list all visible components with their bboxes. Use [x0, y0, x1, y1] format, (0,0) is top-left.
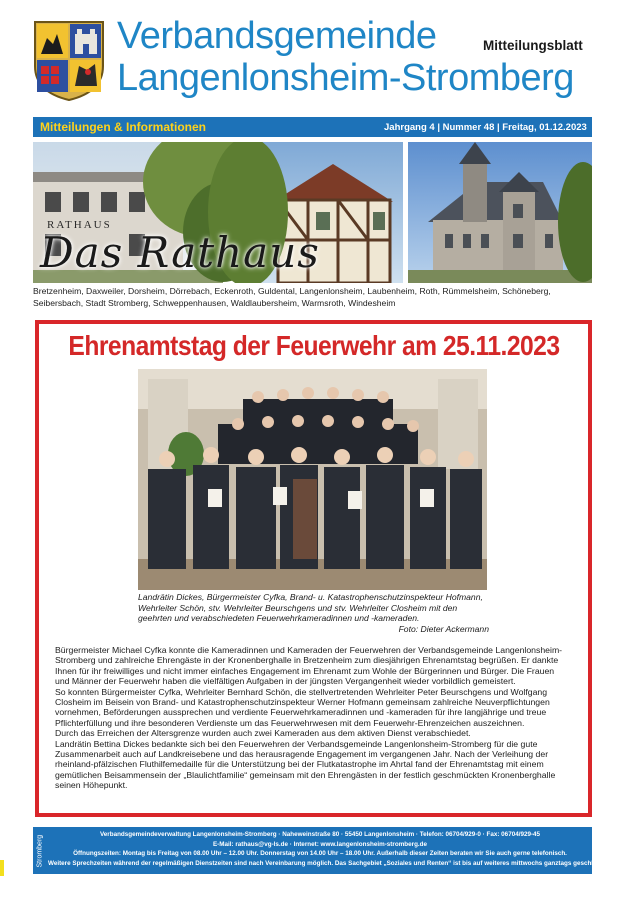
article-paragraph: Landrätin Bettina Dickes bedankte sich bei den Feuerwehren der Verbandsgemeinde Langenlonsheim-Stromberg für die gute Zusammenarbeit auch auf Landkreisebene und das herausragende Engagement im vergangenen Jahr. Nach der Verleihung der rheinland-pfälzischen Fluthilfemedaille für die Unterstützung bei der Flutkatastrophe im Ahrtal fand der Ehrenamtstag mit einem gemütlichen Beisammensein der „Blaulichtfamilie“ gemeinsam mit den Ehrengästen in der festlich geschmückten Kronenberghalle seinen Höhepunkt.: [55, 738, 556, 791]
coat-of-arms-icon: [33, 20, 105, 102]
section-title: Mitteilungen & Informationen: [40, 120, 206, 134]
title-line-1: Verbandsgemeinde: [117, 15, 437, 57]
footer-line: Öffnungszeiten: Montag bis Freitag von 08.00 Uhr – 12.00 Uhr. Donnerstag von 14.00 Uhr – 18.00 Uhr. Außerhalb dieser Zeiten beraten wir Sie auch gerne telefonisch.: [73, 850, 567, 858]
publication-label: Mitteilungsblatt: [483, 38, 583, 53]
footer-side-tab: [33, 827, 47, 874]
caption-text: Landrätin Dickes, Bürgermeister Cyfka, Brand- u. Katastrophenschutzinspekteur Hofmann, Wehrleiter Schön, stv. Wehrleiter Beurschgens und stv. Wehrleiter Closheim mit den geehrten und verabschiedeten Feuerwehrkameradinnen und -kameraden.: [138, 592, 483, 623]
footer-line: Verbandsgemeindeverwaltung Langenlonsheim-Stromberg · Naheweinstraße 80 · 55450 Langenlonsheim · Telefon: 06704/929-0 · Fax: 06704/929-45: [99, 831, 541, 838]
title-line-2: Langenlonsheim-Stromberg: [117, 57, 574, 99]
rathaus-script-title: Das Rathaus: [40, 228, 320, 277]
photo-caption: [138, 592, 489, 634]
edge-marker: [0, 860, 4, 876]
group-photo: [138, 369, 487, 590]
photo-credit: Foto: Dieter Ackermann: [398, 623, 489, 634]
footer-side-label: Stromberg: [36, 834, 44, 868]
article-paragraph: Durch das Erreichen der Altersgrenze wurden auch zwei Kameraden aus dem aktiven Dienst verabschiedet.: [55, 728, 471, 739]
rathaus-sign: RATHAUS: [47, 219, 112, 231]
footer-contact: [48, 830, 613, 868]
article-paragraph: So konnten Bürgermeister Cyfka, Wehrleiter Bernhard Schön, die stellvertretenden Wehrleiter Peter Beurschgens und Wolfgang Closheim im Beisein von Brand- und Katastrophenschutzinspekteur Werner Hofmann gemeinsam zahlreiche Neuverpflichtungen vornehmen, Beförderungen aussprechen und verdiente Feuerwehrkameradinnen und -kameraden für ihre langjährige und treue Pflichterfüllung und ihre besonderen Verdienste um das Feuerwehrwesen mit dem Feuerwehr-Ehrenzeichen auszeichnen.: [55, 686, 550, 728]
article-headline: Ehrenamtstag der Feuerwehr am 25.11.2023: [68, 330, 560, 361]
issue-info: Jahrgang 4 | Nummer 48 | Freitag, 01.12.2023: [384, 122, 587, 133]
member-towns: Bretzenheim, Daxweiler, Dorsheim, Dörrebach, Eckenroth, Guldental, Langenlonsheim, Laubenheim, Roth, Rümmelsheim, Schöneberg, Seibersbach, Stadt Stromberg, Schweppenhausen, Waldlaubersheim, Warmsroth, Windesheim: [33, 286, 551, 308]
footer-line: E-Mail: rathaus@vg-ls.de · Internet: www.langenlonsheim-stromberg.de: [212, 840, 428, 848]
article-body: [55, 645, 570, 791]
article-paragraph: Bürgermeister Michael Cyfka konnte die Kameradinnen und Kameraden der Feuerwehren der Verbandsgemeinde Langenlonsheim-Stromberg und zahlreiche Ehrengäste in der Kronenberghalle in Bretzenheim zum diesjährigen Ehrenamtstag begrüßen. Er dankte Ihnen für ihr freiwilliges und nicht immer einfaches Engagement im Ehrenamt zum Wohle der Bürgerinnen und Bürger. Die Frauen und Männer der Feuerwehr haben die vielfältigen Aufgaben in der jüngsten Vergangenheit wieder vorbildlich gemeistert.: [55, 645, 563, 687]
footer-line: Weitere Sprechzeiten während der regelmäßigen Dienstzeiten sind nach Vereinbarung möglich. Das Sachgebiet „Soziales und Renten“ ist bis auf weiteres mittwochs ganztags geschlossen.: [48, 859, 613, 867]
